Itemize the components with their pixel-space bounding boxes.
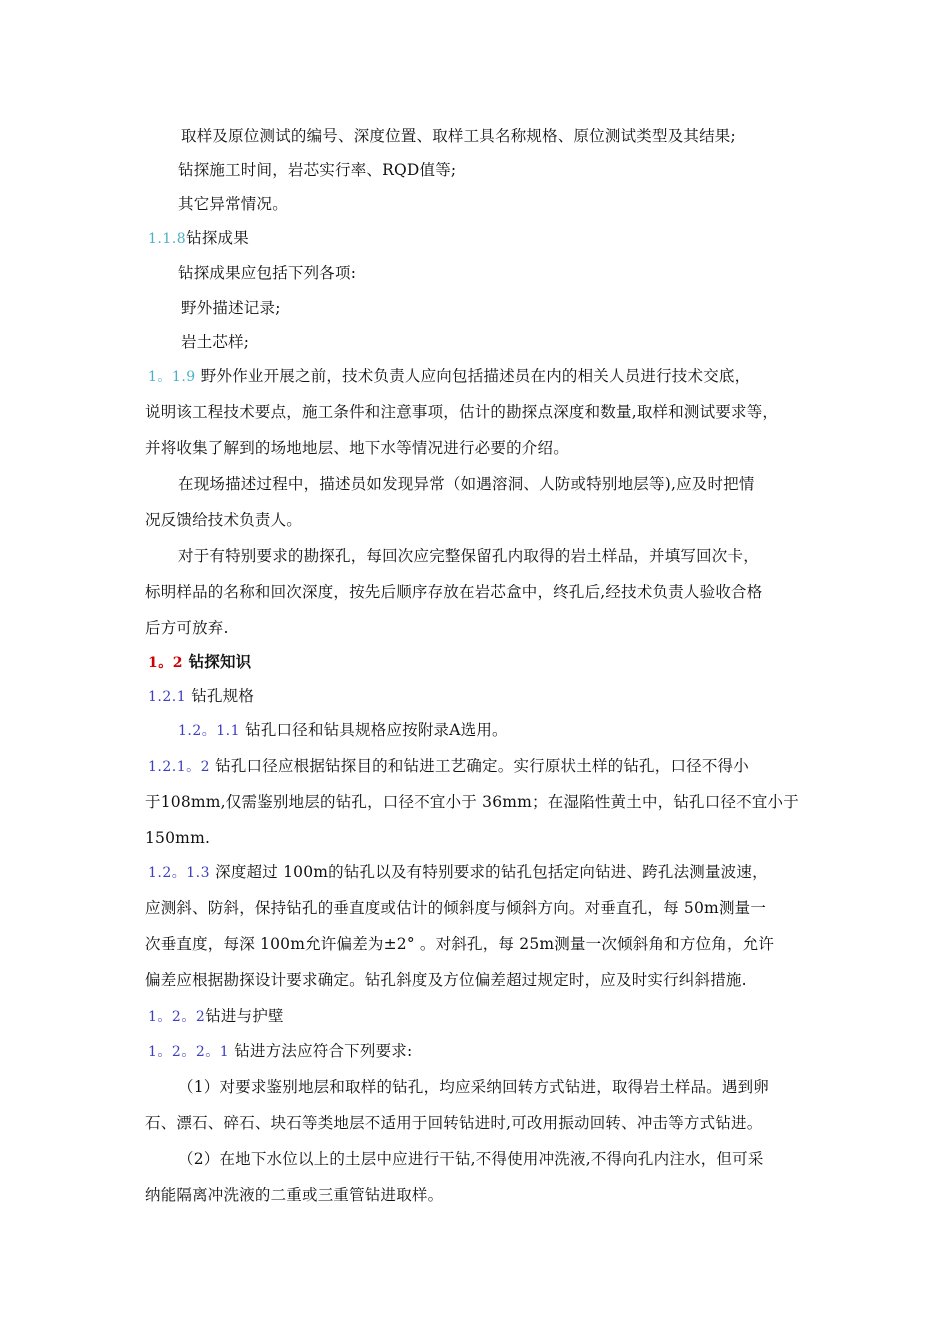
paragraph-line: 况反馈给技术负责人。 xyxy=(145,511,303,529)
section-title: 钻探知识 xyxy=(182,652,252,671)
paragraph-line: 次垂直度，每深 100m允许偏差为±2° 。对斜孔，每 25m测量一次倾斜角和方位角，允许 xyxy=(145,935,775,953)
paragraph-line: 在现场描述过程中，描述员如发现异常（如遇溶洞、人防或特别地层等),应及时把情 xyxy=(178,475,755,493)
paragraph-line: 其它异常情况。 xyxy=(178,195,288,213)
paragraph-line: 取样及原位测试的编号、深度位置、取样工具名称规格、原位测试类型及其结果; xyxy=(181,127,736,145)
clause-1-2-2-1 xyxy=(148,1040,412,1063)
paragraph-line: （1）对要求鉴别地层和取样的钻孔，均应采纳回转方式钻进，取得岩土样品。遇到卵 xyxy=(178,1078,769,1096)
paragraph-line: （2）在地下水位以上的土层中应进行干钻,不得使用冲洗液,不得向孔内注水，但可采 xyxy=(178,1150,764,1168)
paragraph-line: 于108mm,仅需鉴别地层的钻孔，口径不宜小于 36mm；在湿陷性黄土中，钻孔口径不宜小于 xyxy=(145,793,799,811)
clause-text: 钻孔口径和钻具规格应按附录A选用。 xyxy=(240,721,508,739)
paragraph-line: 标明样品的名称和回次深度，按先后顺序存放在岩芯盒中，终孔后,经技术负责人验收合格 xyxy=(145,583,763,601)
section-title: 钻进与护壁 xyxy=(205,1007,284,1025)
paragraph-line: 并将收集了解到的场地地层、地下水等情况进行必要的介绍。 xyxy=(145,439,569,457)
section-heading-1-2-2 xyxy=(148,1005,284,1028)
paragraph-line: 石、漂石、碎石、块石等类地层不适用于回转钻进时,可改用振动回转、冲击等方式钻进。 xyxy=(145,1114,763,1132)
paragraph-line: 150mm. xyxy=(145,829,211,847)
paragraph-line: 纳能隔离冲洗液的二重或三重管钻进取样。 xyxy=(145,1186,444,1204)
clause-number: 1.2.1。2 xyxy=(148,759,211,775)
paragraph-line: 对于有特别要求的勘探孔，每回次应完整保留孔内取得的岩土样品，并填写回次卡， xyxy=(178,547,759,565)
paragraph-line: 钻探施工时间，岩芯实行率、RQD值等; xyxy=(178,161,457,179)
clause-1-2-1-2 xyxy=(148,755,749,778)
section-number: 1.2.1 xyxy=(148,689,187,705)
clause-number: 1。2。2。1 xyxy=(148,1044,230,1060)
clause-text: 钻进方法应符合下列要求: xyxy=(229,1042,413,1060)
paragraph-line: 偏差应根据勘探设计要求确定。钻孔斜度及方位偏差超过规定时，应及时实行纠斜措施. xyxy=(145,971,747,989)
list-item: 野外描述记录; xyxy=(181,299,281,317)
paragraph-line: 钻探成果应包括下列各项: xyxy=(178,264,357,282)
clause-text: 钻孔口径应根据钻探目的和钻进工艺确定。实行原状土样的钻孔，口径不得小 xyxy=(210,757,749,775)
section-heading-1-2 xyxy=(148,651,251,674)
section-number: 1.1.8 xyxy=(148,231,187,247)
clause-1-2-1-3 xyxy=(148,861,768,884)
clause-number: 1。1.9 xyxy=(148,369,196,385)
clause-text: 深度超过 100m的钻孔以及有特别要求的钻孔包括定向钻进、跨孔法测量波速， xyxy=(210,863,768,881)
clause-1-1-9 xyxy=(148,365,750,388)
section-title: 钻探成果 xyxy=(186,229,249,247)
paragraph-line: 应测斜、防斜，保持钻孔的垂直度或估计的倾斜度与倾斜方向。对垂直孔，每 50m测量一 xyxy=(145,899,767,917)
clause-number: 1.2。1.3 xyxy=(148,865,211,881)
section-heading-1-1-8 xyxy=(148,227,249,250)
clause-text: 野外作业开展之前，技术负责人应向包括描述员在内的相关人员进行技术交底， xyxy=(195,367,751,385)
clause-number: 1.2。1.1 xyxy=(178,723,241,739)
section-heading-1-2-1 xyxy=(148,685,254,708)
section-title: 钻孔规格 xyxy=(186,687,255,705)
list-item: 岩土芯样; xyxy=(181,333,250,351)
clause-1-2-1-1 xyxy=(178,719,508,742)
section-number: 1。2。2 xyxy=(148,1009,206,1025)
section-number: 1。2 xyxy=(148,655,183,671)
paragraph-line: 后方可放弃. xyxy=(145,619,229,637)
paragraph-line: 说明该工程技术要点，施工条件和注意事项，估计的勘探点深度和数量,取样和测试要求等， xyxy=(145,403,779,421)
